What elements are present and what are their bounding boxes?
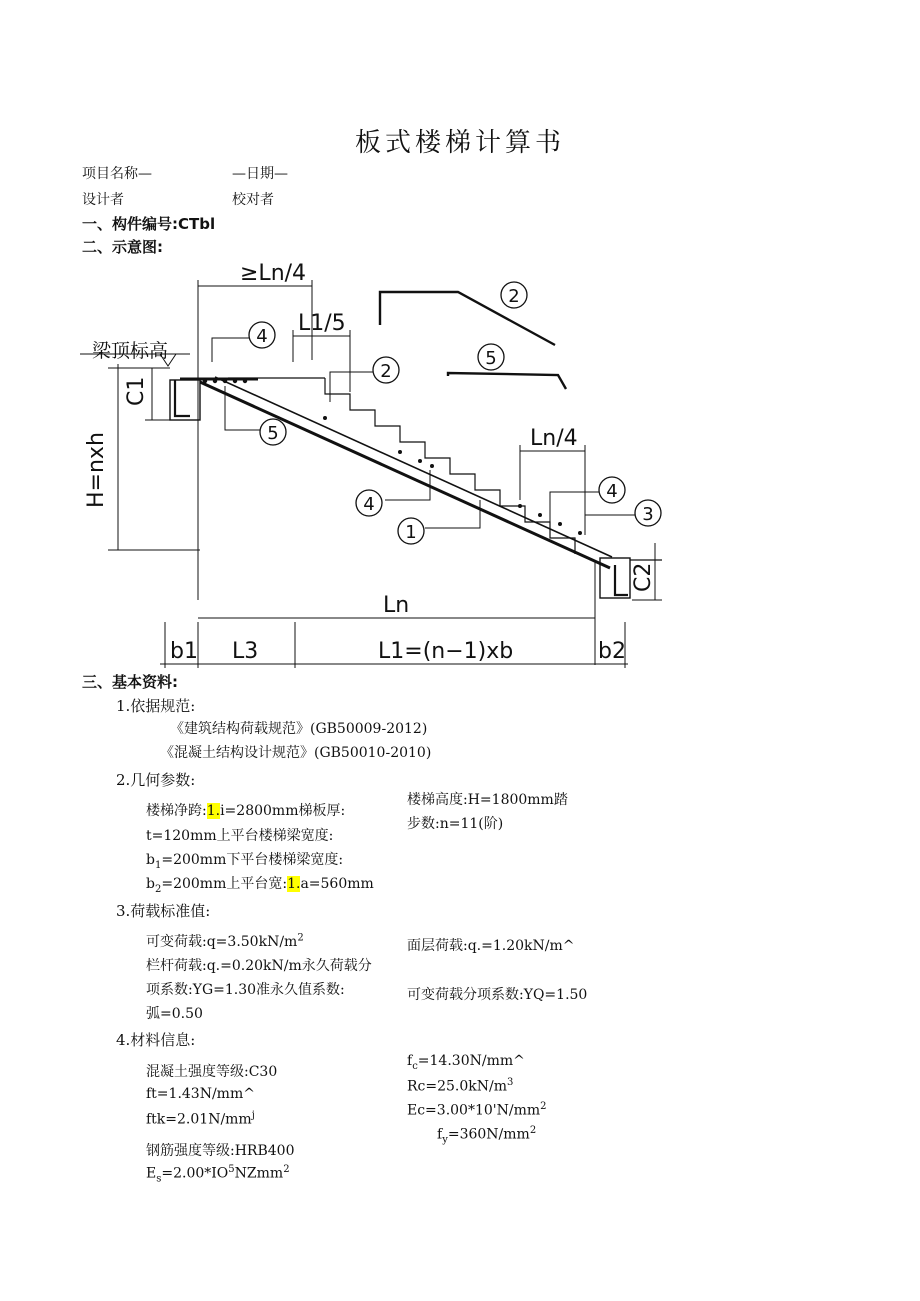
geometry-heading: 2.几何参数: — [116, 771, 196, 789]
section-component-id: 一、构件编号:CTbl — [82, 215, 216, 233]
date-label: —日期— — [232, 166, 288, 182]
mat-right-2: $Rc=25.0kN∕m^3$ — [407, 1077, 514, 1095]
designer-label: 设计者 — [82, 192, 124, 208]
mat-right-1: $f_c=14.30N∕mm\^{}$ — [407, 1053, 525, 1072]
marker-3: 3 — [642, 504, 654, 525]
mat-line-4: 钢筋强度等级:HRB400 — [146, 1143, 295, 1159]
mat-right-4: $f_y=360N∕mm^2$ — [437, 1125, 537, 1146]
dim-ln: Ln — [383, 593, 410, 618]
dim-c1: C1 — [124, 376, 149, 406]
geo-line-2: t=120mm上平台楼梯梁宽度: — [146, 828, 334, 844]
code-load: 《建筑结构荷载规范》(GB50009-2012) — [170, 721, 428, 737]
dim-ln4-top: ≥Ln/4 — [240, 261, 307, 286]
mat-right-3: $Ec=3.00*10'N∕mm^2$ — [407, 1101, 547, 1119]
marker-1: 1 — [405, 522, 417, 543]
dim-b1: b1 — [170, 639, 198, 664]
marker-2-detail: 2 — [508, 286, 520, 307]
mat-line-5: $E_s=2.00*IO^5NZmm^2$ — [146, 1164, 290, 1185]
mat-line-2: ft=1.43N∕mm^ — [146, 1086, 255, 1102]
dim-c2: C2 — [631, 562, 656, 592]
section-diagram: 二、示意图: — [82, 238, 163, 256]
marker-4-top: 4 — [256, 326, 268, 347]
dim-l1: L1=(n−1)xb — [378, 639, 514, 664]
dim-h: H=nxh — [84, 432, 109, 508]
mat-line-3: $ftk=2.01N∕mm^j$ — [146, 1110, 255, 1128]
marker-4-bottom: 4 — [606, 481, 618, 502]
marker-5-detail: 5 — [485, 348, 497, 369]
code-concrete: 《混凝土结构设计规范》(GB50010-2010) — [160, 745, 432, 761]
checker-label: 校对者 — [232, 192, 274, 208]
load-heading: 3.荷载标准值: — [116, 902, 211, 920]
marker-4-mid: 4 — [363, 494, 375, 515]
load-line-4: 弧=0.50 — [146, 1006, 203, 1022]
load-line-3: 项系数:YG=1.30准永久值系数: — [146, 982, 345, 998]
dim-l3: L3 — [232, 639, 259, 664]
marker-2-main: 2 — [380, 361, 392, 382]
dim-b2: b2 — [598, 639, 626, 664]
marker-5-main: 5 — [267, 423, 279, 444]
dim-ln4-right: Ln/4 — [530, 426, 578, 451]
code-basis-heading: 1.依据规范: — [116, 697, 196, 715]
project-name-label: 项目名称— — [82, 166, 152, 182]
geo-right-1: 楼梯高度:H=1800mm踏 — [407, 792, 568, 808]
load-right-2: 可变荷载分项系数:YQ=1.50 — [407, 987, 588, 1003]
section-basic-data: 三、基本资料: — [82, 673, 178, 691]
load-line-2: 栏杆荷载:q.=0.20kN∕m永久荷载分 — [146, 958, 372, 974]
geo-line-3: $b_1=200mm$下平台楼梯梁宽度: — [146, 852, 344, 871]
geo-right-2: 步数:n=11(阶) — [407, 816, 504, 832]
geo-line-1: 楼梯净跨:1.i=2800mm梯板厚: — [146, 803, 346, 819]
load-right-1: 面层荷载:q.=1.20kN∕m^ — [407, 938, 575, 954]
bar-2-detail — [380, 292, 555, 345]
beam-top-elevation-label: 梁顶标高 — [92, 340, 169, 362]
dim-l1-5: L1/5 — [298, 311, 346, 336]
bar-5-detail — [448, 373, 566, 389]
material-heading: 4.材料信息: — [116, 1031, 196, 1049]
document-title: 板式楼梯计算书 — [354, 128, 565, 158]
load-line-1: 可变荷载$:q=3.50kN∕m^2$ — [146, 932, 304, 950]
geo-line-4: $b_2=200mm$上平台宽:1.a=560mm — [146, 876, 374, 895]
mat-line-1: 混凝土强度等级:C30 — [146, 1064, 278, 1080]
